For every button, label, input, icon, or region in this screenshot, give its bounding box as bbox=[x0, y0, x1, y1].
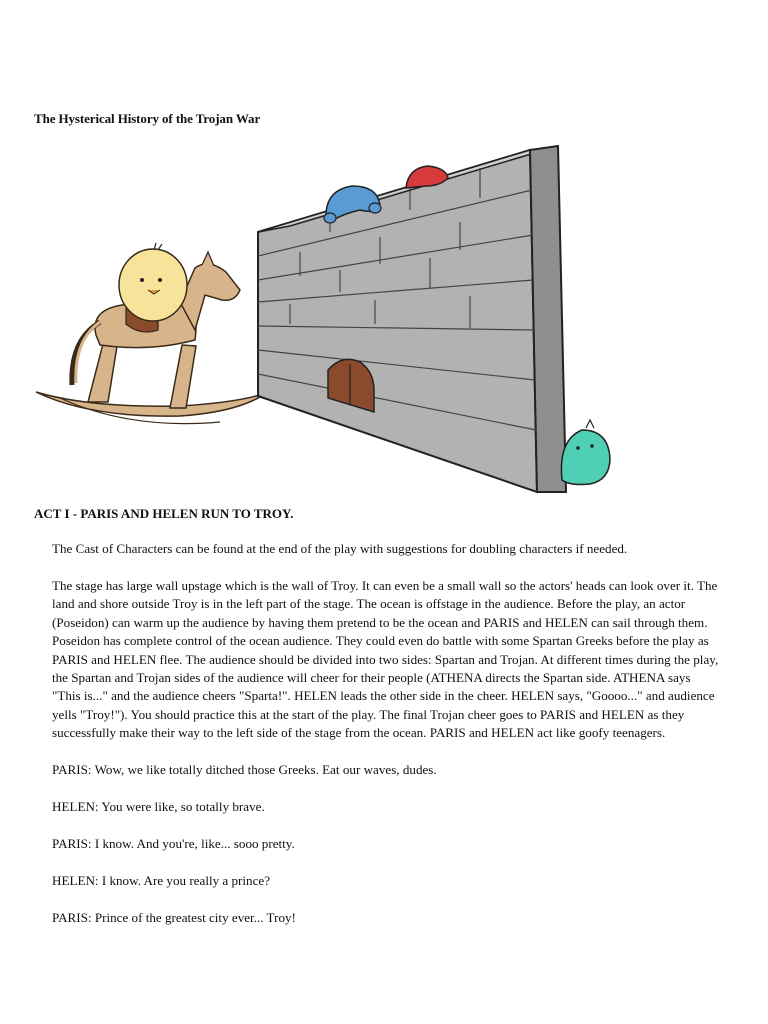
teal-character bbox=[561, 420, 610, 485]
script-body bbox=[52, 540, 720, 946]
dialogue-line: PARIS: I know. And you're, like... sooo pretty. bbox=[52, 836, 295, 852]
dialogue-line: HELEN: I know. Are you really a prince? bbox=[52, 873, 271, 889]
wall-of-troy bbox=[258, 146, 566, 492]
trojan-wall-illustration bbox=[30, 140, 630, 500]
paragraph-stage-directions: The stage has large wall upstage which is the wall of Troy. It can even be a small wall so the actors' heads can look over it. The land and shore outside Troy is in the left part of the stage. The ocean is offstage in the audience. Before the play, an actor (Poseidon) can warm up the audience by having them pretend to be the ocean and PARIS and HELEN can sail through them. Poseidon has complete control of the ocean audience. They could even do battle with some Spartan Greeks before the play as PARIS and HELEN flee. The audience should be divided into two sides: Spartan and Trojan. At different times during the play, the Spartan and Trojan sides of the audience will cheer for their people (ATHENA directs the Spartan side. ATHENA says "This is..." and the audience cheers "Sparta!". HELEN leads the other side in the cheer. HELEN says, "Goooo..." and audience yells "Troy!"). You should practice this at the start of the play. The final Trojan cheer goes to PARIS and HELEN as they successfully make their way to the left side of the stage from the ocean. PARIS and HELEN act like goofy teenagers. bbox=[52, 578, 719, 741]
dialogue-line: HELEN: You were like, so totally brave. bbox=[52, 799, 265, 815]
dialogue-line: PARIS: Wow, we like totally ditched those Greeks. Eat our waves, dudes. bbox=[52, 762, 437, 778]
yellow-chick-character bbox=[119, 243, 187, 321]
paragraph-cast-note: The Cast of Characters can be found at the end of the play with suggestions for doubling characters if needed. bbox=[52, 541, 628, 556]
document-title: The Hysterical History of the Trojan War bbox=[34, 111, 261, 126]
act-heading: ACT I - PARIS AND HELEN RUN TO TROY. bbox=[34, 506, 294, 521]
dialogue-line: PARIS: Prince of the greatest city ever... Troy! bbox=[52, 910, 296, 926]
